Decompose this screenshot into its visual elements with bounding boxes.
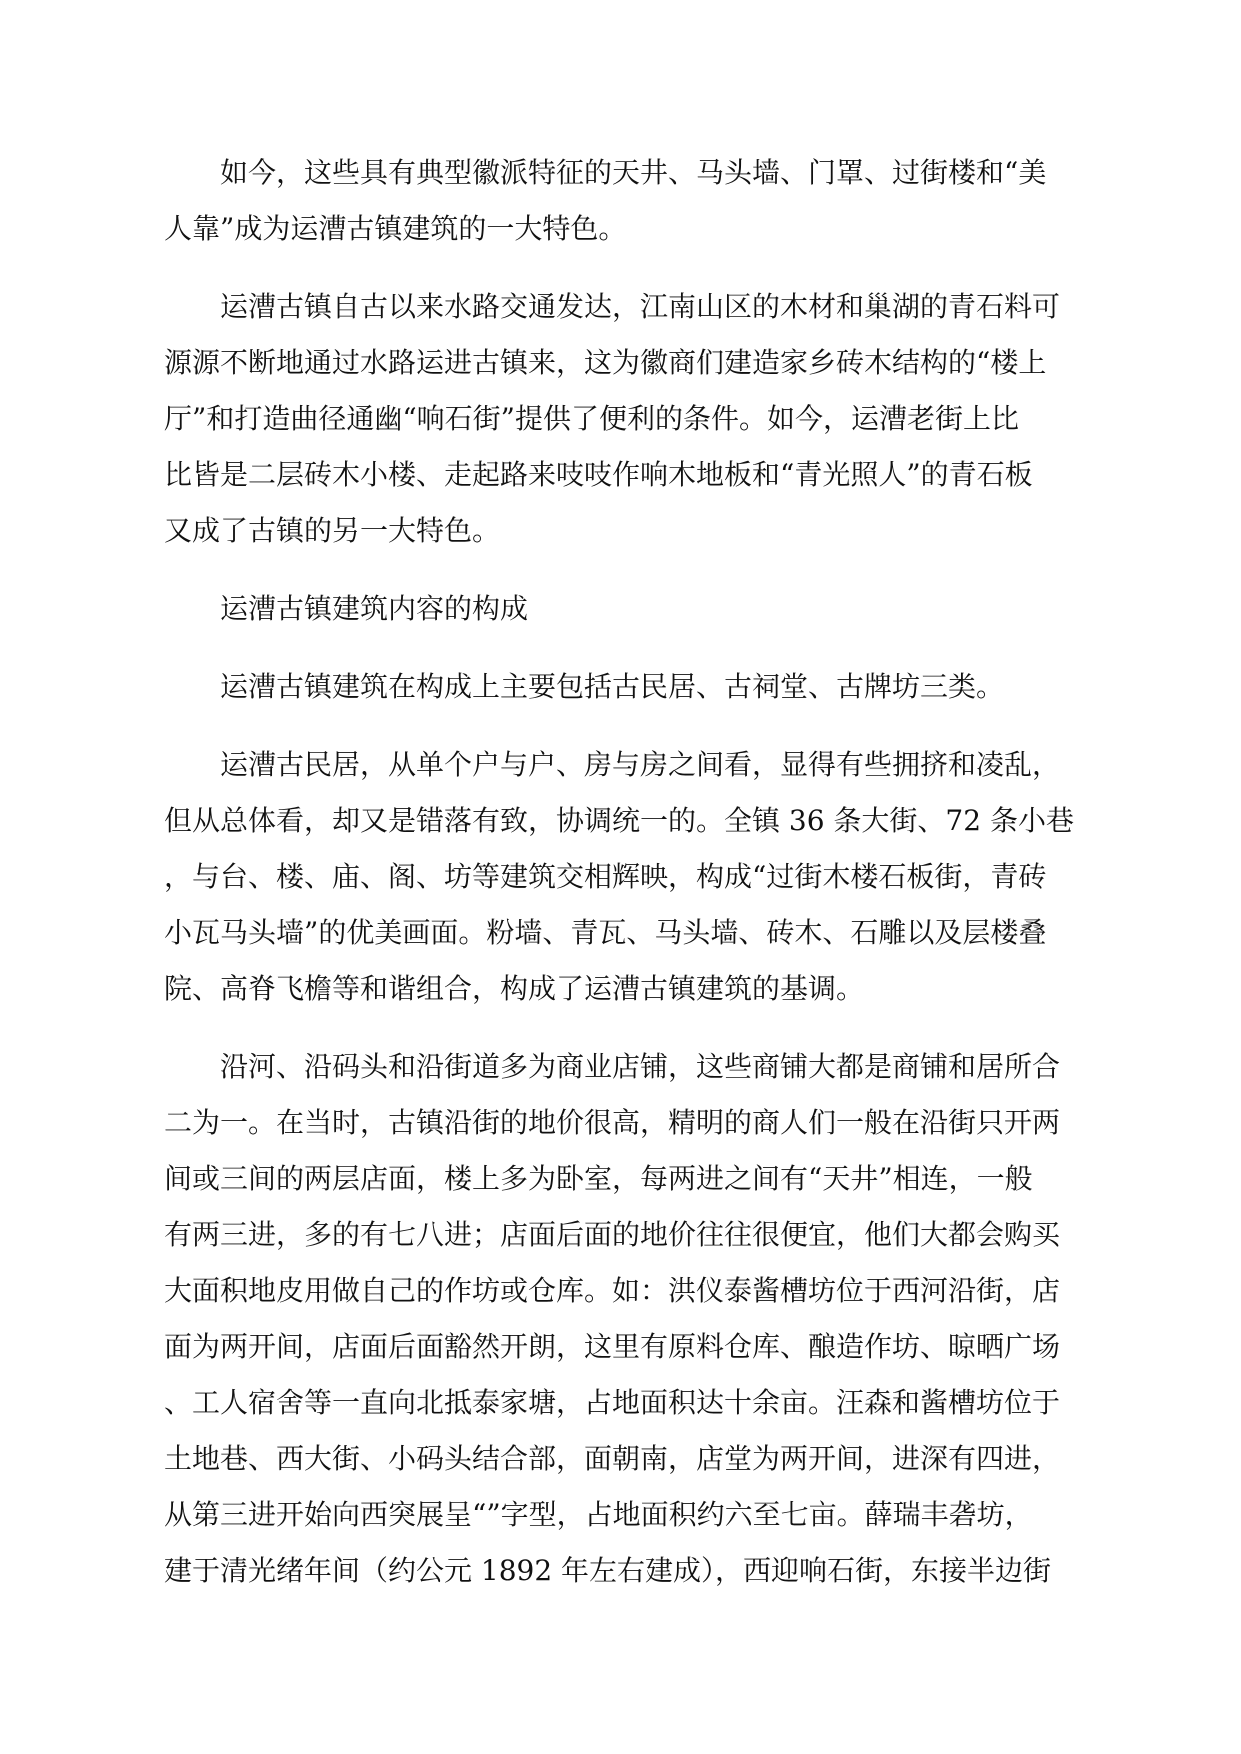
text-line: 如今，这些具有典型徽派特征的天井、马头墙、门罩、过街楼和“美 (220, 156, 1047, 189)
paragraph-5 (164, 1039, 1084, 1599)
paragraph-1 (164, 145, 1084, 257)
text-line: 间或三间的两层店面，楼上多为卧室，每两进之间有“天井”相连，一般 (164, 1162, 1033, 1195)
text-line: 但从总体看，却又是错落有致，协调统一的。全镇 36 条大街、72 条小巷 (164, 804, 1074, 837)
text-line: 小瓦马头墙”的优美画面。粉墙、青瓦、马头墙、砖木、石雕以及层楼叠 (164, 916, 1047, 949)
text-line: 厅”和打造曲径通幽“响石街”提供了便利的条件。如今，运漕老街上比 (164, 402, 1019, 435)
text-line: 面为两开间，店面后面豁然开朗，这里有原料仓库、酿造作坊、晾晒广场 (164, 1330, 1061, 1363)
text-line: 二为一。在当时，古镇沿街的地价很高，精明的商人们一般在沿街只开两 (164, 1106, 1061, 1139)
text-line: 比皆是二层砖木小楼、走起路来吱吱作响木地板和“青光照人”的青石板 (164, 458, 1033, 491)
text-line: 从第三进开始向西突展呈“”字型，占地面积约六至七亩。薛瑞丰砻坊， (164, 1498, 1033, 1531)
text-line: 运漕古镇自古以来水路交通发达，江南山区的木材和巢湖的青石料可 (220, 290, 1061, 323)
paragraph-2 (164, 279, 1084, 559)
text-line: 有两三进，多的有七八进；店面后面的地价往往很便宜，他们大都会购买 (164, 1218, 1061, 1251)
paragraph-4 (164, 737, 1084, 1017)
text-line: 人靠”成为运漕古镇建筑的一大特色。 (164, 212, 627, 245)
paragraph-3 (164, 659, 1084, 715)
text-line: 院、高脊飞檐等和谐组合，构成了运漕古镇建筑的基调。 (164, 972, 865, 1005)
text-line: 建于清光绪年间（约公元 1892 年左右建成），西迎响石街，东接半边街 (164, 1554, 1052, 1587)
text-line: 土地巷、西大街、小码头结合部，面朝南，店堂为两开间，进深有四进， (164, 1442, 1061, 1475)
text-line: 大面积地皮用做自己的作坊或仓库。如：洪仪泰酱槽坊位于西河沿街，店 (164, 1274, 1061, 1307)
text-line: 沿河、沿码头和沿街道多为商业店铺，这些商铺大都是商铺和居所合 (220, 1050, 1061, 1083)
section-heading (164, 581, 1084, 637)
text-line: ，与台、楼、庙、阁、坊等建筑交相辉映，构成“过街木楼石板街，青砖 (164, 860, 1047, 893)
text-line: 运漕古民居，从单个户与户、房与房之间看，显得有些拥挤和凌乱， (220, 748, 1061, 781)
document-body (164, 145, 1084, 1621)
text-line: 源源不断地通过水路运进古镇来，这为徽商们建造家乡砖木结构的“楼上 (164, 346, 1047, 379)
text-line: 又成了古镇的另一大特色。 (164, 514, 501, 547)
text-line: 运漕古镇建筑在构成上主要包括古民居、古祠堂、古牌坊三类。 (220, 670, 1005, 703)
text-line: 、工人宿舍等一直向北抵泰家塘，占地面积达十余亩。汪森和酱槽坊位于 (164, 1386, 1061, 1419)
text-line: 运漕古镇建筑内容的构成 (220, 592, 529, 625)
